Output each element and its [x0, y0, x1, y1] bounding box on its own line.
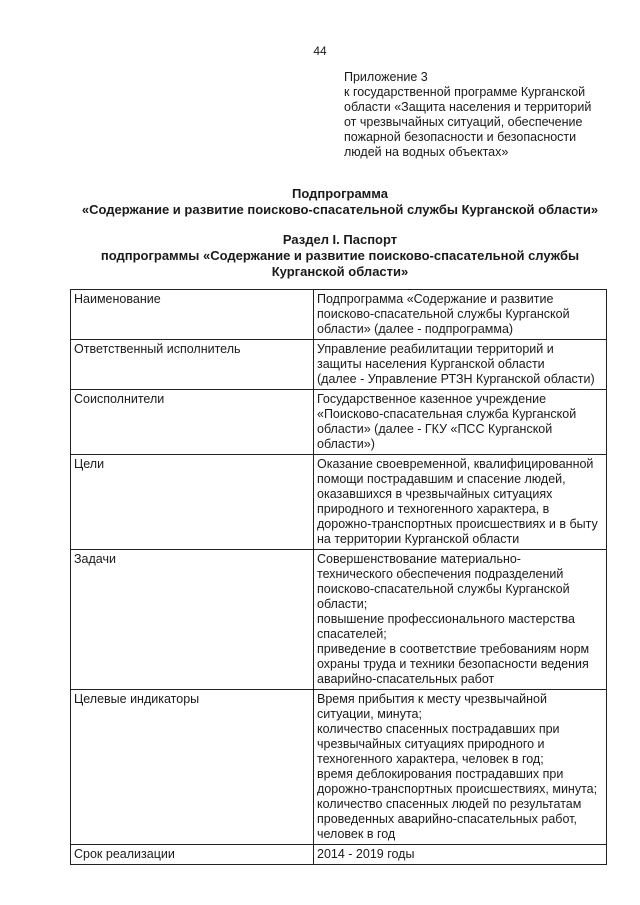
- row-value-line: «Поисково-спасательная служба Курганской: [317, 407, 577, 421]
- appendix-line: людей на водных объектах»: [344, 145, 509, 159]
- row-value-line: области» (далее - подпрограмма): [317, 322, 514, 336]
- section-heading-line1: Раздел I. Паспорт: [282, 232, 398, 247]
- row-value-line: 2014 - 2019 годы: [317, 847, 415, 861]
- row-value-line: Государственное казенное учреждение: [317, 392, 547, 406]
- row-value-line: приведение в соответствие требованиям норм: [317, 642, 590, 656]
- passport-table: [70, 289, 607, 865]
- row-value-line: количество спасенных пострадавших при: [317, 722, 560, 736]
- appendix-line: пожарной безопасности и безопасности: [344, 130, 577, 144]
- table-row: [71, 690, 607, 845]
- row-label: Соисполнители: [71, 390, 314, 455]
- table-row: [71, 390, 607, 455]
- row-value-line: дорожно-транспортных происшествиях и в быту: [317, 517, 598, 531]
- row-value-line: ситуации, минута;: [317, 707, 422, 721]
- appendix-line: области «Защита населения и территорий: [344, 100, 592, 114]
- row-value-line: поисково-спасательной службы Курганской: [317, 582, 570, 596]
- row-value-line: Подпрограмма «Содержание и развитие: [317, 292, 554, 306]
- subprogram-title-line1: Подпрограмма: [292, 186, 388, 201]
- row-value-line: человек в год: [317, 827, 396, 841]
- row-value: [314, 845, 607, 865]
- appendix-line: от чрезвычайных ситуаций, обеспечение: [344, 115, 583, 129]
- row-value-line: на территории Курганской области: [317, 532, 520, 546]
- row-label: Ответственный исполнитель: [71, 340, 314, 390]
- table-row: [71, 290, 607, 340]
- row-value-line: поисково-спасательной службы Курганской: [317, 307, 570, 321]
- row-value-line: помощи пострадавшим и спасение людей,: [317, 472, 566, 486]
- row-value-line: области;: [317, 597, 368, 611]
- row-value-line: (далее - Управление РТЗН Курганской области): [317, 372, 595, 386]
- row-value-line: дорожно-транспортных происшествиях, минута;: [317, 782, 598, 796]
- row-value-line: время деблокирования пострадавших при: [317, 767, 564, 781]
- section-heading: [40, 232, 640, 280]
- table-row: [71, 455, 607, 550]
- row-value: [314, 550, 607, 690]
- row-value-line: Совершенствование материально-: [317, 552, 521, 566]
- row-label: Срок реализации: [71, 845, 314, 865]
- passport-table-body: [71, 290, 607, 865]
- row-value-line: Управление реабилитации территорий и: [317, 342, 554, 356]
- row-value: [314, 455, 607, 550]
- subprogram-title-line2: «Содержание и развитие поисково-спасательной службы Курганской области»: [81, 202, 599, 217]
- appendix-line: Приложение 3: [344, 70, 428, 84]
- row-value-line: области»): [317, 437, 375, 451]
- row-value-line: техногенного характера, человек в год;: [317, 752, 544, 766]
- row-value-line: спасателей;: [317, 627, 387, 641]
- section-heading-line2: подпрограммы «Содержание и развитие поисково-спасательной службы: [100, 248, 580, 263]
- table-row: [71, 340, 607, 390]
- appendix-line: к государственной программе Курганской: [344, 85, 586, 99]
- row-value-line: Время прибытия к месту чрезвычайной: [317, 692, 547, 706]
- row-value-line: природного и техногенного характера, в: [317, 502, 550, 516]
- row-value-line: защиты населения Курганской области: [317, 357, 545, 371]
- row-value-line: повышение профессионального мастерства: [317, 612, 575, 626]
- row-value: [314, 290, 607, 340]
- subprogram-title: [40, 186, 640, 218]
- row-value: [314, 690, 607, 845]
- table-row: [71, 845, 607, 865]
- row-value: [314, 390, 607, 455]
- row-value-line: аварийно-спасательных работ: [317, 672, 495, 686]
- section-heading-line3: Курганской области»: [271, 264, 409, 279]
- row-value: [314, 340, 607, 390]
- row-label: Задачи: [71, 550, 314, 690]
- row-label: Наименование: [71, 290, 314, 340]
- row-value-line: количество спасенных людей по результатам: [317, 797, 582, 811]
- row-label: Цели: [71, 455, 314, 550]
- row-value-line: оказавшихся в чрезвычайных ситуациях: [317, 487, 553, 501]
- page-number: 44: [313, 44, 327, 58]
- row-value-line: Оказание своевременной, квалифицированной: [317, 457, 594, 471]
- row-value-line: охраны труда и техники безопасности ведения: [317, 657, 589, 671]
- appendix-note: [344, 70, 624, 160]
- row-label: Целевые индикаторы: [71, 690, 314, 845]
- row-value-line: чрезвычайных ситуациях природного и: [317, 737, 545, 751]
- row-value-line: проведенных аварийно-спасательных работ,: [317, 812, 577, 826]
- row-value-line: технического обеспечения подразделений: [317, 567, 564, 581]
- table-row: [71, 550, 607, 690]
- row-value-line: области» (далее - ГКУ «ПСС Курганской: [317, 422, 553, 436]
